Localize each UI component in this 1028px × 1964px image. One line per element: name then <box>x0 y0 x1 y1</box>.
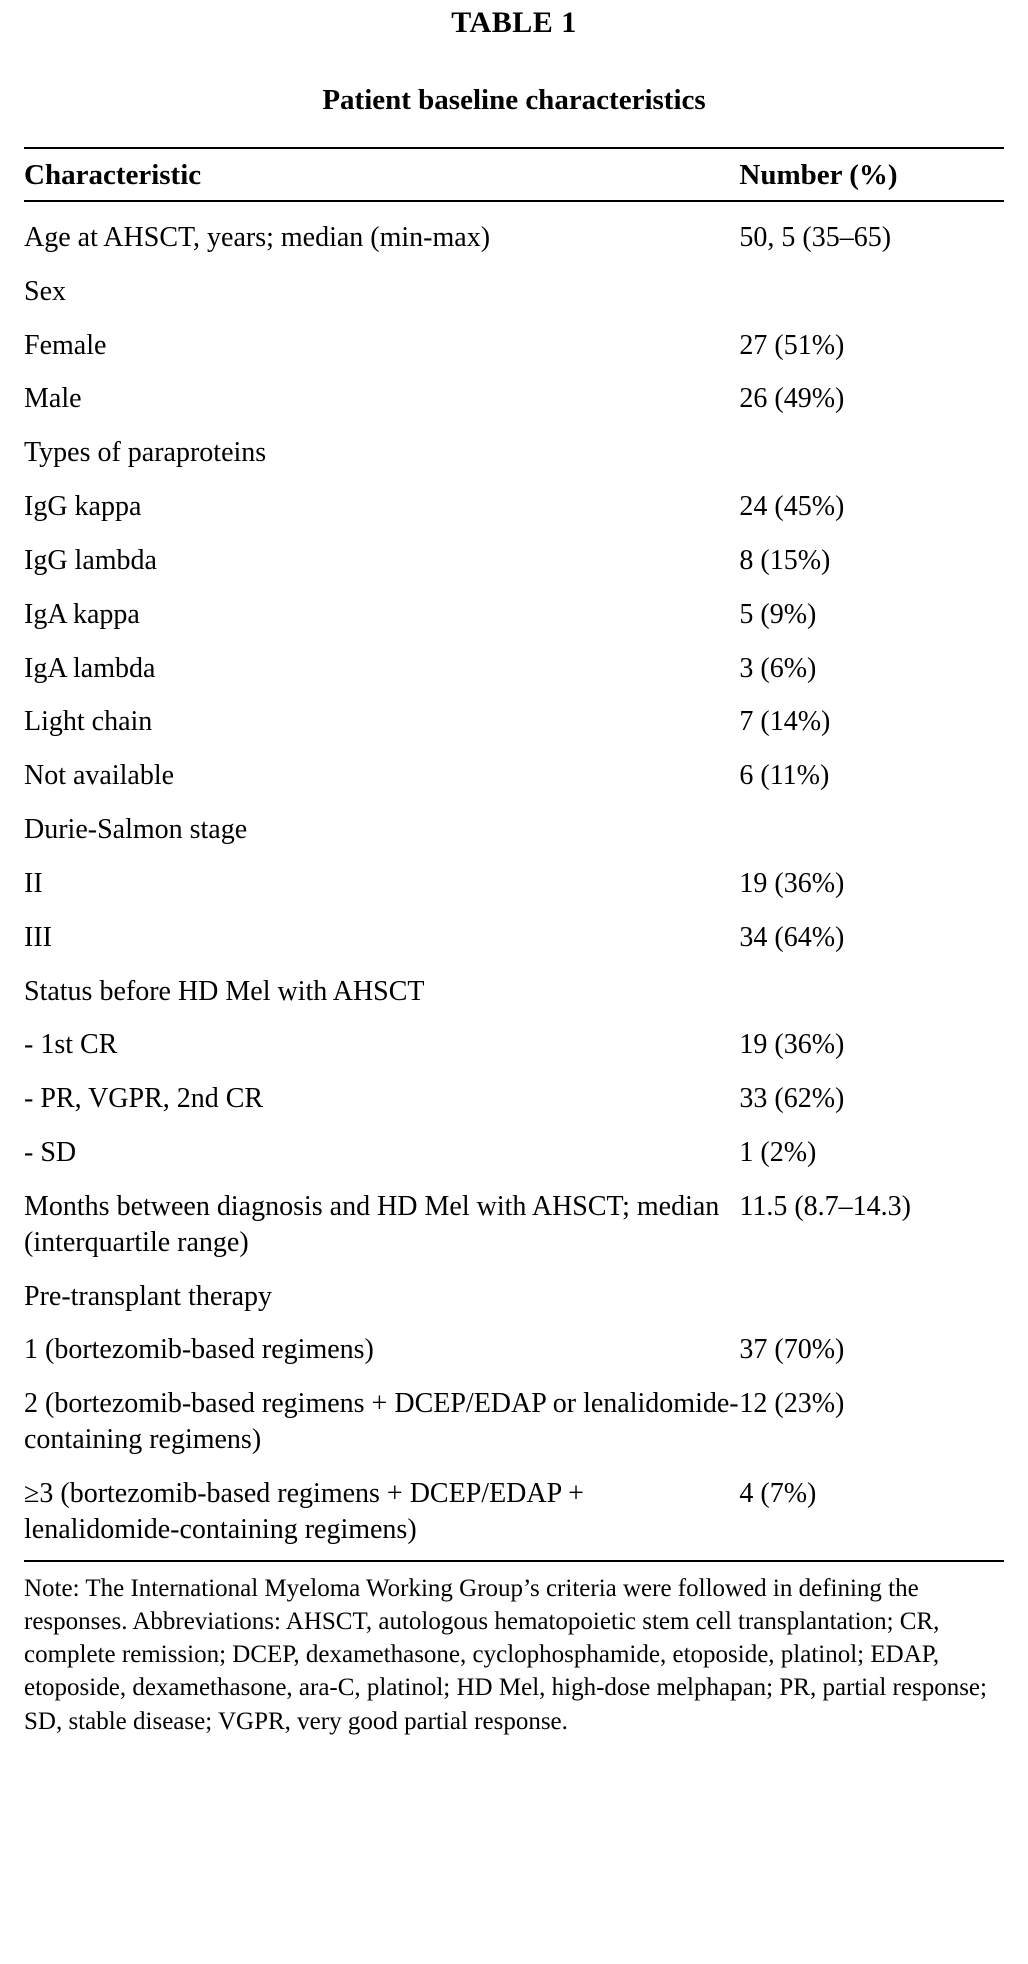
table-row <box>24 1467 1004 1561</box>
table-row <box>24 642 1004 696</box>
table-body <box>24 201 1004 1561</box>
row-label: - SD <box>24 1137 77 1169</box>
table-number: TABLE 1 <box>451 6 577 39</box>
row-value: 5 (9%) <box>739 598 817 630</box>
table-row <box>24 857 1004 911</box>
table-row <box>24 372 1004 426</box>
table-caption: Patient baseline characteristics <box>322 84 706 116</box>
row-label: - 1st CR <box>24 1029 118 1061</box>
patient-baseline-characteristics-table <box>24 147 1004 1562</box>
row-value: 19 (36%) <box>739 1029 845 1061</box>
table-row <box>24 965 1004 1019</box>
row-label: - PR, VGPR, 2nd CR <box>24 1083 264 1115</box>
row-label: IgA lambda <box>24 652 156 684</box>
row-value: 24 (45%) <box>739 491 845 523</box>
row-label: Pre-transplant therapy <box>24 1280 273 1312</box>
table-row <box>24 911 1004 965</box>
row-value: 1 (2%) <box>739 1137 817 1169</box>
row-value: 6 (11%) <box>739 760 830 792</box>
row-label: IgA kappa <box>24 598 140 630</box>
table-row <box>24 265 1004 319</box>
table-row <box>24 695 1004 749</box>
row-label: Status before HD Mel with AHSCT <box>24 975 425 1007</box>
row-value <box>739 965 1004 1019</box>
row-label: Light chain <box>24 706 153 738</box>
row-value <box>739 265 1004 319</box>
row-value: 34 (64%) <box>739 921 845 953</box>
row-label: Durie-Salmon stage <box>24 814 248 846</box>
row-value: 4 (7%) <box>739 1467 1004 1561</box>
row-label: Female <box>24 329 107 361</box>
table-note: Note: The International Myeloma Working Group’s criteria were followed in defining the responses. Abbreviations: AHSCT, autologous hematopoietic stem cell transplantation; CR, complete remission; DCEP, dexamethasone, cyclophosphamide, etoposide, platinol; EDAP, etoposide, dexamethasone, ara-C, platinol; HD Mel, high-dose melphapan; PR, partial response; SD, stable disease; VGPR, very good partial response. <box>24 1574 987 1735</box>
table-row <box>24 480 1004 534</box>
column-header-number: Number (%) <box>739 148 1004 201</box>
table-row <box>24 1180 1004 1270</box>
row-value: 12 (23%) <box>739 1388 845 1420</box>
row-value <box>739 1270 1004 1324</box>
table-row <box>24 534 1004 588</box>
table-page <box>0 6 1028 1964</box>
row-value: 19 (36%) <box>739 867 845 899</box>
column-header-characteristic: Characteristic <box>24 148 739 201</box>
row-value: 50, 5 (35–65) <box>739 222 892 253</box>
row-value: 26 (49%) <box>739 383 845 415</box>
table-row <box>24 319 1004 373</box>
row-value: 27 (51%) <box>739 329 845 361</box>
row-label: Months between diagnosis and HD Mel with AHSCT; median (interquartile range) <box>24 1190 720 1258</box>
table-row <box>24 1377 1004 1467</box>
row-label: Male <box>24 383 82 415</box>
row-label: Types of paraproteins <box>24 437 267 469</box>
table-row <box>24 1072 1004 1126</box>
table-row <box>24 1323 1004 1377</box>
table-head <box>24 148 1004 201</box>
table-row <box>24 426 1004 480</box>
table-row <box>24 749 1004 803</box>
table-header-row <box>24 148 1004 201</box>
table-row <box>24 588 1004 642</box>
row-label: 2 (bortezomib-based regimens + DCEP/EDAP or lenalidomide-containing regimens) <box>24 1388 739 1456</box>
row-value: 37 (70%) <box>739 1334 845 1366</box>
row-label: Sex <box>24 275 66 307</box>
row-value: 3 (6%) <box>739 652 817 684</box>
row-value: 33 (62%) <box>739 1083 845 1115</box>
row-label: 1 (bortezomib-based regimens) <box>24 1334 374 1366</box>
row-value <box>739 803 1004 857</box>
table-row <box>24 201 1004 265</box>
table-row <box>24 803 1004 857</box>
table-row <box>24 1270 1004 1324</box>
row-value: 11.5 (8.7–14.3) <box>739 1190 911 1222</box>
row-label: IgG kappa <box>24 491 142 523</box>
row-label: IgG lambda <box>24 544 157 576</box>
row-label: Age at AHSCT, years; median (min-max) <box>24 222 491 253</box>
row-label: ≥3 (bortezomib-based regimens + DCEP/EDAP + lenalidomide-containing regimens) <box>24 1467 739 1561</box>
table-row <box>24 1018 1004 1072</box>
table-row <box>24 1126 1004 1180</box>
row-label: III <box>24 921 52 953</box>
row-label: II <box>24 867 43 899</box>
row-value: 7 (14%) <box>739 706 831 738</box>
row-label: Not available <box>24 760 175 792</box>
row-value: 8 (15%) <box>739 544 831 576</box>
row-value <box>739 426 1004 480</box>
